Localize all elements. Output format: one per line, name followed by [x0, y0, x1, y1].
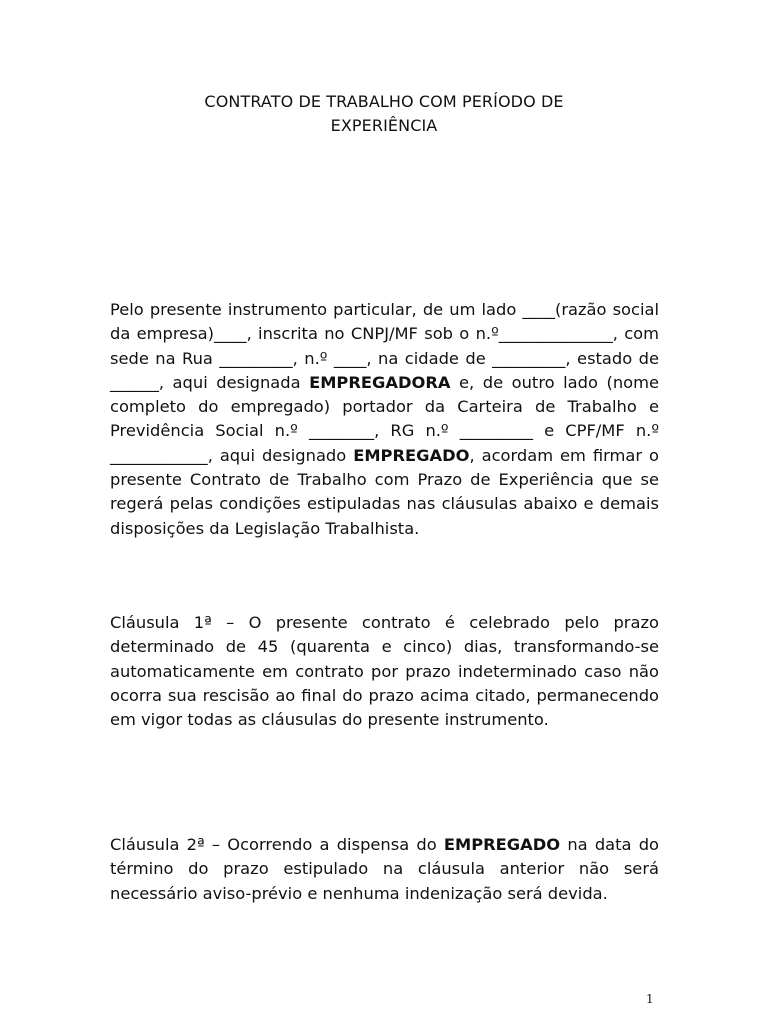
intro-text-3: , acordam em firmar o presente Contrato de Trabalho com Prazo de Experiência que se regerá pelas condições estipuladas nas cláusulas abaixo e demais disposições da Legislação Trabalhista.	[110, 445, 659, 538]
employer-term: EMPREGADORA	[309, 372, 451, 392]
intro-paragraph	[110, 298, 659, 541]
intro-text-1: Pelo presente instrumento particular, de um lado ____(razão social da empresa)____, inscrita no CNPJ/MF sob o n.º______________, com sede na Rua _________, n.º ____, na cidade de _________, estado de ______, aqui designada	[110, 300, 659, 392]
page-number: 1	[646, 992, 654, 1006]
title-line-1: CONTRATO DE TRABALHO COM PERÍODO DE	[204, 92, 564, 111]
clause-2-employee-term: EMPREGADO	[443, 835, 561, 854]
clause-2-text-2: na data do término do prazo estipulado na cláusula anterior não será necessário aviso-prévio e nenhuma indenização será devida.	[110, 835, 659, 903]
clause-2-paragraph	[110, 833, 659, 906]
clause-1-paragraph	[110, 611, 659, 732]
document-title	[110, 90, 658, 138]
clause-1-text: Cláusula 1ª – O presente contrato é celebrado pelo prazo determinado de 45 (quarenta e cinco) dias, transformando-se automaticamente em contrato por prazo indeterminado caso não ocorra sua rescisão ao final do prazo acima citado, permanecendo em vigor todas as cláusulas do presente instrumento.	[110, 613, 659, 730]
clause-2-text-1: Cláusula 2ª – Ocorrendo a dispensa do	[110, 835, 444, 854]
title-line-2: EXPERIÊNCIA	[330, 116, 438, 135]
employee-term: EMPREGADO	[353, 445, 470, 465]
intro-text-2: e, de outro lado (nome completo do empregado) portador da Carteira de Trabalho e Previdência Social n.º ________, RG n.º _________ e CPF/MF n.º ____________, aqui designado	[110, 372, 660, 465]
